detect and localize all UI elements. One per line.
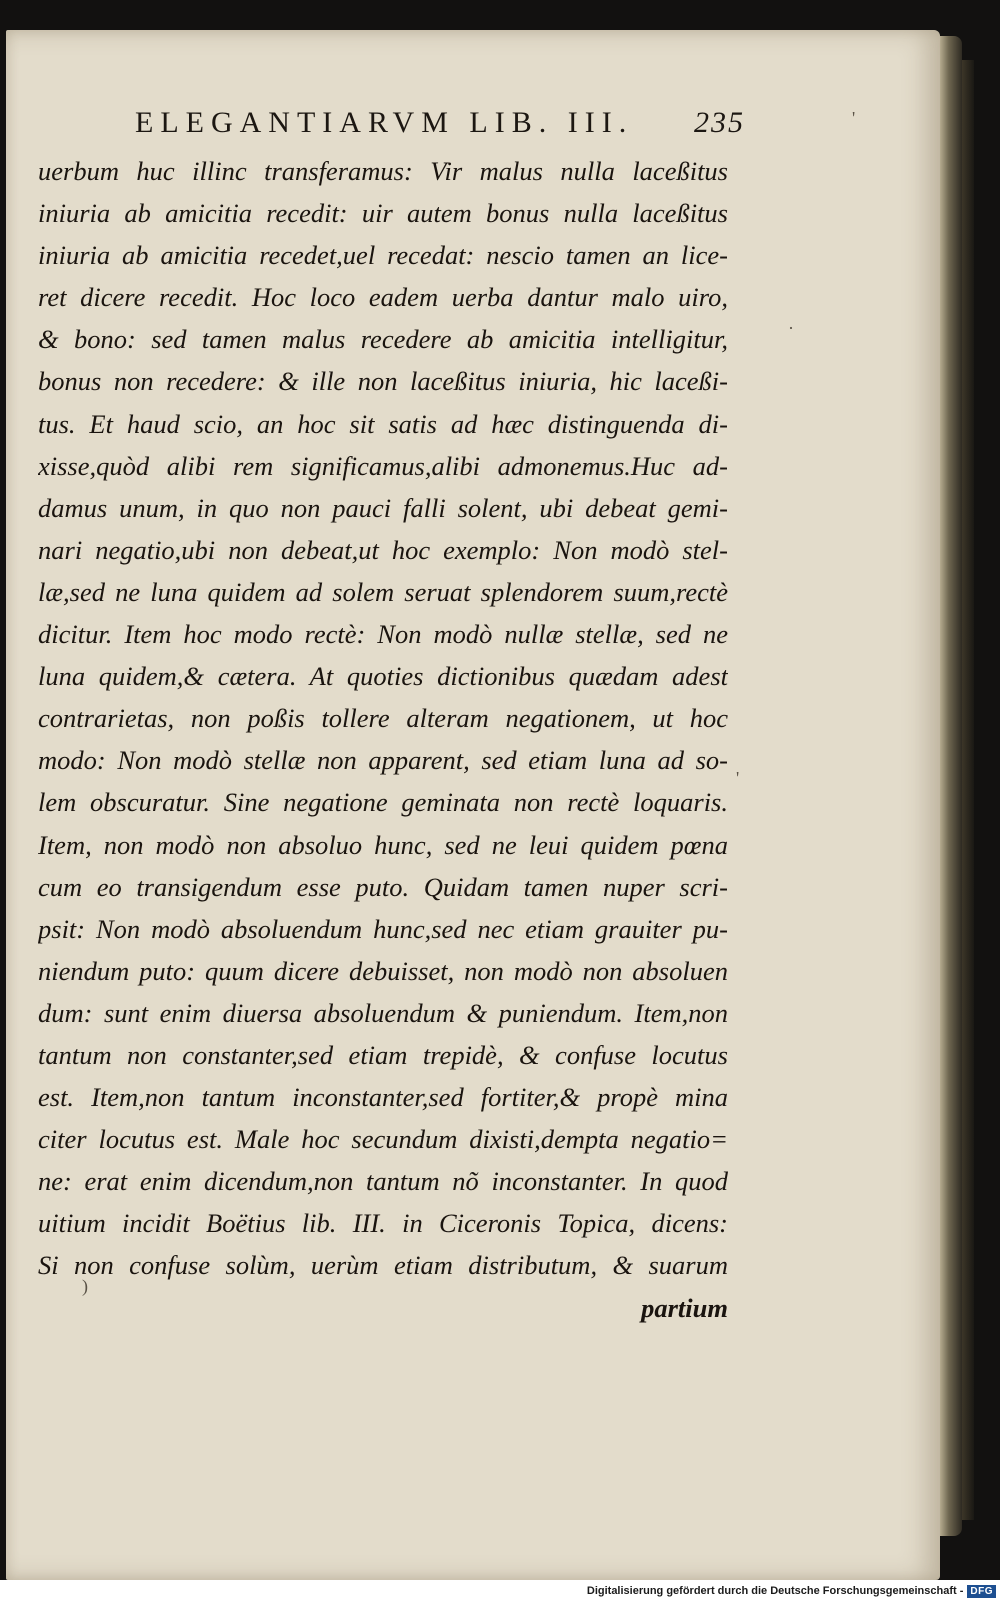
page-edge-shadow (962, 60, 974, 1520)
text-line: tus. Et haud scio, an hoc sit satis ad hæc distinguenda di- (38, 408, 728, 439)
text-line: læ,sed ne luna quidem ad solem seruat splendorem suum,rectè (38, 576, 728, 607)
text-line: & bono: sed tamen malus recedere ab amicitia intelligitur, (38, 324, 728, 355)
running-head-title: ELEGANTIARVM LIB. III. (135, 106, 634, 139)
text-line: contrarietas, non poßis tollere alteram negationem, ut hoc (38, 703, 728, 734)
text-line: Item, non modò non absoluo hunc, sed ne leui quidem pœna (38, 829, 728, 860)
text-line: xisse,quòd alibi rem significamus,alibi admonemus.Huc ad- (38, 450, 728, 481)
text-line: cum eo transigendum esse puto. Quidam tamen nuper scri- (38, 871, 728, 902)
text-line: uerbum huc illinc transferamus: Vir malus nulla laceßitus (38, 156, 728, 186)
page-number: 235 (694, 106, 745, 139)
text-line: ret dicere recedit. Hoc loco eadem uerba dantur malo uiro, (38, 282, 728, 313)
text-line: psit: Non modò absoluendum hunc,sed nec etiam grauiter pu- (38, 913, 728, 944)
text-line: Si non confuse solùm, uerùm etiam distributum, & suarum (38, 1250, 728, 1281)
catchword: partium (641, 1292, 728, 1323)
text-line: ne: erat enim dicendum,non tantum nõ inconstanter. In quod (38, 1166, 728, 1197)
text-line: nari negatio,ubi non debeat,ut hoc exemplo: Non modò stel- (38, 534, 728, 565)
text-line: niendum puto: quum dicere debuisset, non modò non absoluen (38, 955, 728, 986)
page-edge (940, 36, 962, 1536)
text-line: tantum non constanter,sed etiam trepidè, & confuse locutus (38, 1039, 728, 1070)
speck-mark: · (788, 318, 794, 338)
text-line: lem obscuratur. Sine negatione geminata non rectè loquaris. (38, 787, 728, 818)
speck-mark: ' (852, 108, 856, 128)
text-line: est. Item,non tantum inconstanter,sed fortiter,& propè mina (38, 1082, 728, 1113)
text-line: damus unum, in quo non pauci falli solent, ubi debeat gemi- (38, 492, 728, 523)
text-line: dicitur. Item hoc modo rectè: Non modò nullæ stellæ, sed ne (38, 619, 728, 650)
body-text (38, 150, 738, 1329)
dfg-logo: DFG (967, 1585, 996, 1598)
running-head (135, 98, 745, 148)
text-line: iniuria ab amicitia recedet,uel recedat: nescio tamen an lice- (38, 240, 728, 271)
speck-mark: ) (82, 1276, 88, 1296)
text-line: iniuria ab amicitia recedit: uir autem bonus nulla laceßitus (38, 198, 728, 229)
text-line: citer locutus est. Male hoc secundum dixisti,dempta negatio= (38, 1124, 728, 1155)
speck-mark: ' (736, 768, 740, 788)
footer-credit: Digitalisierung gefördert durch die Deutsche Forschungsgemeinschaft - (586, 1585, 964, 1597)
text-line: bonus non recedere: & ille non laceßitus iniuria, hic laceßi- (38, 366, 728, 397)
footer-credit-bar (0, 1580, 1000, 1602)
text-line: modo: Non modò stellæ non apparent, sed etiam luna ad so- (38, 745, 728, 776)
text-line: luna quidem,& cætera. At quoties dictionibus quædam adest (38, 661, 728, 692)
text-line: dum: sunt enim diuersa absoluendum & puniendum. Item,non (38, 997, 728, 1028)
text-line: uitium incidit Boëtius lib. III. in Ciceronis Topica, dicens: (38, 1208, 728, 1239)
